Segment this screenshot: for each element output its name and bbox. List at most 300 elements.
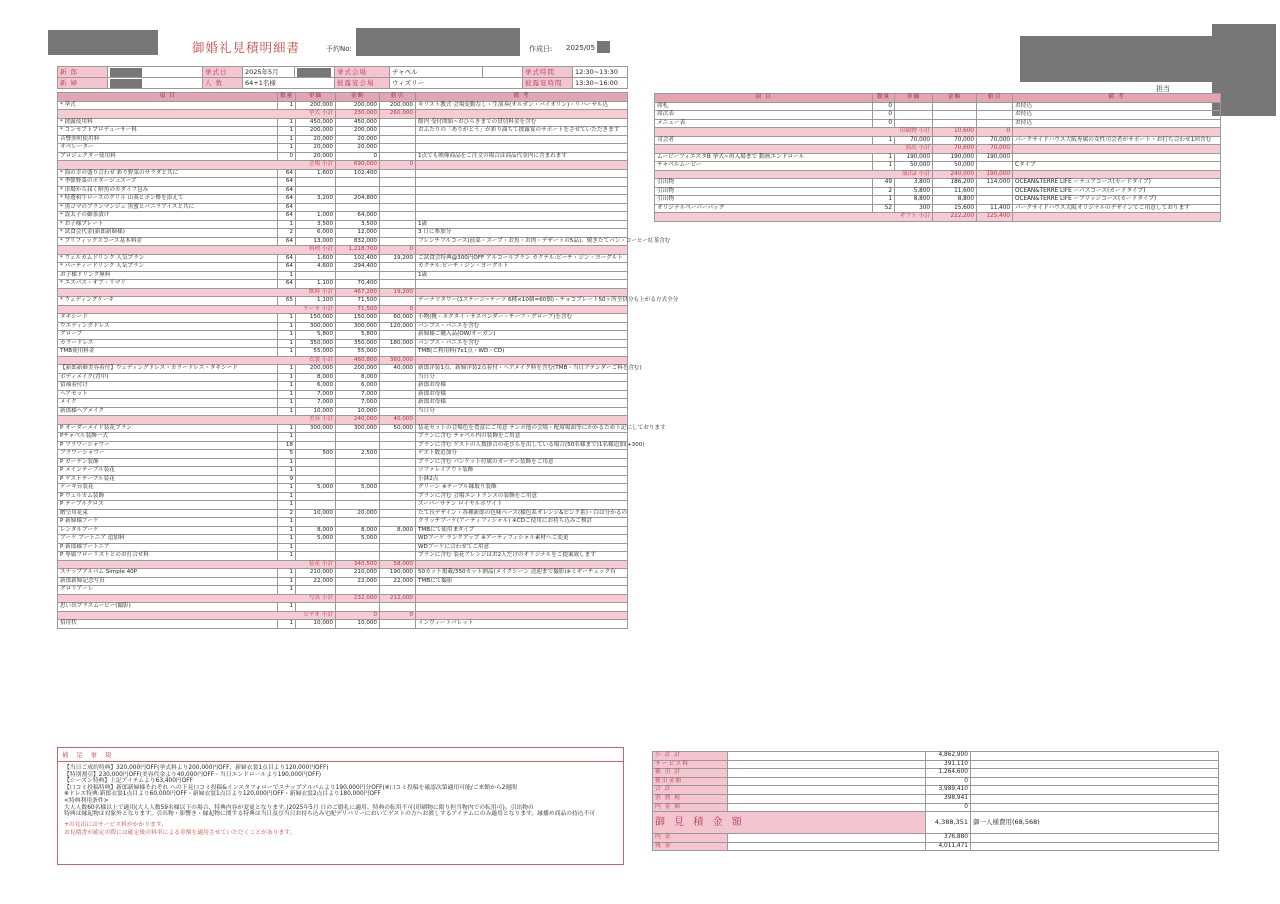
cell-note: ソファレイアウト装飾 bbox=[416, 467, 628, 476]
line-item-row bbox=[58, 458, 628, 467]
document-title: 御婚礼見積明細書 bbox=[192, 40, 301, 55]
note-line: 【口コミ投稿特典】新郎新婦様それぞれ への下見口コミ投稿&インスタフォローでスナップアルバムより190,000円分OFF(※口コミ投稿を確認次第適用可能/ご来館から2週間 bbox=[64, 784, 517, 791]
cell-item: フラワーシャワー bbox=[58, 450, 278, 459]
cell-price: 5,000 bbox=[296, 535, 336, 544]
cell-discount bbox=[380, 118, 416, 127]
cell-qty: 1 bbox=[278, 135, 296, 144]
cell-note: OCEAN&TERRE LIFE ーパスコース(カードタイプ) bbox=[1013, 187, 1221, 196]
header-note: 備 考 bbox=[416, 93, 628, 102]
cell-discount: 8,000 bbox=[380, 526, 416, 535]
cell-discount: 19,200 bbox=[380, 254, 416, 263]
cell-price: 6,000 bbox=[296, 229, 336, 238]
notes-section bbox=[57, 747, 624, 865]
cell-qty: 64 bbox=[278, 212, 296, 221]
cell-qty: 0 bbox=[873, 111, 895, 120]
cell-item: 思い出プラスムービー(撮影) bbox=[58, 603, 278, 612]
cell-note: WDブーケ ランクアップ ※アーティフィシャル素材へご変更 bbox=[416, 535, 628, 544]
cell-qty: 1 bbox=[278, 339, 296, 348]
subtotal-label: 衣裳 小計 bbox=[58, 356, 336, 365]
line-item-row bbox=[58, 382, 628, 391]
line-item-row bbox=[58, 390, 628, 399]
cell-price bbox=[296, 518, 336, 527]
ceremony-time: 12:30~13:30 bbox=[573, 67, 628, 78]
cell-price: 7,000 bbox=[296, 390, 336, 399]
cell-amount: 0 bbox=[336, 152, 380, 161]
total-label: サービス料 bbox=[653, 760, 728, 769]
cell-qty: 64 bbox=[278, 254, 296, 263]
cell-qty: 1 bbox=[278, 314, 296, 323]
cell-price bbox=[895, 111, 933, 120]
cell-discount bbox=[380, 433, 416, 442]
cell-item: チャペルムービー bbox=[655, 162, 873, 171]
cell-item: * 披露使用料 bbox=[58, 118, 278, 127]
cell-amount bbox=[336, 475, 380, 484]
line-item-row bbox=[58, 212, 628, 221]
note-line: 【特別割引】230,000円OFF(美容代金より40,000円OFF・当日エンドロールより190,000円OFF) bbox=[64, 771, 322, 778]
total-label: 小 計 計 bbox=[653, 752, 728, 761]
cell-item: グローブ bbox=[58, 331, 278, 340]
cell-qty: 1 bbox=[278, 144, 296, 153]
cell-qty: 1 bbox=[278, 348, 296, 357]
subtotal-row bbox=[655, 170, 1221, 179]
cell-item: * プリフィックスコース基本料金 bbox=[58, 237, 278, 246]
header-price: 単価 bbox=[296, 93, 336, 102]
cell-note: プランに含む 会場エントランスの装飾をご用意 bbox=[416, 492, 628, 501]
cell-note: 新婦様ご購入品(OW/オーガン) bbox=[416, 331, 628, 340]
cell-note bbox=[416, 586, 628, 595]
cell-amount bbox=[933, 119, 977, 128]
cell-item: ブーケ ブートニア 追加料 bbox=[58, 535, 278, 544]
cell-note: ご試食会特典@300円OFF アルコールプラン カクテル:ピーチ・ジン・ヨーグルト bbox=[416, 254, 628, 263]
cell-price: 10,000 bbox=[296, 620, 336, 629]
cell-qty: 1 bbox=[278, 365, 296, 374]
spacer bbox=[971, 842, 1219, 851]
cell-amount bbox=[336, 603, 380, 612]
cell-amount: 70,400 bbox=[336, 280, 380, 289]
cell-price: 8,800 bbox=[895, 196, 933, 205]
line-item-row bbox=[58, 195, 628, 204]
cell-qty: 1 bbox=[278, 569, 296, 578]
cell-price: 200,000 bbox=[296, 365, 336, 374]
cell-discount bbox=[380, 195, 416, 204]
cell-amount: 450,000 bbox=[336, 118, 380, 127]
cell-item: TMB使用料金 bbox=[58, 348, 278, 357]
cell-amount: 8,000 bbox=[336, 526, 380, 535]
cell-price: 190,000 bbox=[895, 153, 933, 162]
line-item-row bbox=[58, 152, 628, 161]
total-label: 消 費 税 bbox=[653, 794, 728, 803]
spacer bbox=[971, 777, 1219, 786]
line-item-row bbox=[58, 127, 628, 136]
grand-total-label: 御 見 積 金 額 bbox=[653, 812, 926, 834]
line-item-row bbox=[58, 475, 628, 484]
cell-qty: 65 bbox=[278, 297, 296, 306]
line-item-row bbox=[58, 229, 628, 238]
spacer bbox=[971, 834, 1219, 843]
cell-discount bbox=[380, 263, 416, 272]
cell-amount: 6,000 bbox=[336, 382, 380, 391]
groom-name bbox=[108, 67, 203, 78]
line-item-row bbox=[58, 526, 628, 535]
line-item-row bbox=[655, 102, 1221, 111]
balance-label: 残 金 bbox=[653, 842, 728, 851]
cell-amount: 10,000 bbox=[336, 407, 380, 416]
subtotal-amount: 240,000 bbox=[933, 170, 977, 179]
cell-amount: 20,000 bbox=[336, 135, 380, 144]
cell-qty: 1 bbox=[278, 543, 296, 552]
cell-item: タキシード bbox=[58, 314, 278, 323]
subtotal-discount: 212,000 bbox=[380, 594, 416, 603]
cell-price: 5,800 bbox=[296, 331, 336, 340]
line-item-row bbox=[58, 441, 628, 450]
cell-amount: 102,400 bbox=[336, 169, 380, 178]
cell-discount bbox=[380, 484, 416, 493]
line-item-row bbox=[58, 509, 628, 518]
line-item-row bbox=[655, 153, 1221, 162]
subtotal-note bbox=[1013, 128, 1221, 137]
cell-price: 8,000 bbox=[296, 373, 336, 382]
balance-value: 4,011,471 bbox=[926, 842, 971, 851]
line-item-row bbox=[58, 424, 628, 433]
cell-price: 10,000 bbox=[296, 509, 336, 518]
cell-item: * エスパス・オブ・リマリ bbox=[58, 280, 278, 289]
cell-item: P ゲストテーブル装花 bbox=[58, 475, 278, 484]
cell-discount bbox=[380, 348, 416, 357]
cell-amount: 20,000 bbox=[336, 144, 380, 153]
cell-price bbox=[296, 178, 336, 187]
spacer bbox=[728, 842, 926, 851]
cell-discount: 120,000 bbox=[380, 322, 416, 331]
cell-discount: 22,000 bbox=[380, 577, 416, 586]
cell-item: プロジェクター使用料 bbox=[58, 152, 278, 161]
line-item-row bbox=[58, 484, 628, 493]
grand-total-value: 4,388,351 bbox=[926, 812, 971, 834]
cell-discount bbox=[380, 458, 416, 467]
cell-note: プランに含む パンケット付属のガーデン装飾をご用意 bbox=[416, 458, 628, 467]
header-discount: 値引 bbox=[380, 93, 416, 102]
total-value: 391,110 bbox=[926, 760, 971, 769]
cell-note: TMBにて撮影 bbox=[416, 577, 628, 586]
spacer bbox=[728, 834, 926, 843]
cell-price: 300 bbox=[895, 204, 933, 213]
cell-item: P 新郎様ブートニア bbox=[58, 543, 278, 552]
bride-name bbox=[108, 78, 203, 89]
cell-amount: 50,000 bbox=[933, 162, 977, 171]
cell-qty: 2 bbox=[873, 187, 895, 196]
cell-price bbox=[296, 441, 336, 450]
cell-qty: 1 bbox=[278, 101, 296, 110]
cell-note: 小鉢2点 bbox=[416, 475, 628, 484]
cell-item: * 黒ゴマのブランマンジェ 黒蜜とバニラアイスと共に bbox=[58, 203, 278, 212]
cell-discount bbox=[380, 178, 416, 187]
cell-price: 200,000 bbox=[296, 127, 336, 136]
cell-note bbox=[416, 135, 628, 144]
created-date-value: 2025/05 bbox=[566, 44, 596, 52]
cell-qty: 1 bbox=[278, 331, 296, 340]
line-item-row bbox=[655, 196, 1221, 205]
subtotal-amount: 70,600 bbox=[933, 145, 977, 154]
subtotal-discount: 0 bbox=[977, 128, 1013, 137]
cell-item: P 新婦様ブーケ bbox=[58, 518, 278, 527]
note-line: ※ドレス特典:新郎衣裳1点目より60,000円OFF・新婦衣裳1点目より120,000円OFF・新婦衣裳2点目より180,000円OFF bbox=[64, 791, 381, 798]
total-label: 合 計 bbox=[653, 786, 728, 795]
header-amount: 金額 bbox=[933, 94, 977, 103]
cell-note: TMB(ご利用料(7x1点・WD・CD) bbox=[416, 348, 628, 357]
cell-amount: 15,600 bbox=[933, 204, 977, 213]
subtotal-row bbox=[58, 560, 628, 569]
cell-amount: 210,000 bbox=[336, 569, 380, 578]
cell-item: オリジナルペーパーバッグ bbox=[655, 204, 873, 213]
cell-item: * ウェルカムドリンク 人気プラン bbox=[58, 254, 278, 263]
header-discount: 値引 bbox=[977, 94, 1013, 103]
cell-qty: 64 bbox=[278, 195, 296, 204]
cell-discount bbox=[380, 271, 416, 280]
created-date-label: 作成日: bbox=[529, 45, 553, 53]
line-item-row bbox=[655, 111, 1221, 120]
subtotal-note bbox=[1013, 145, 1221, 154]
cell-note bbox=[416, 603, 628, 612]
cell-item: 席次表 bbox=[655, 111, 873, 120]
cell-note: 新郎お母様 bbox=[416, 399, 628, 408]
cell-item: 引出物 bbox=[655, 179, 873, 188]
cell-amount bbox=[336, 518, 380, 527]
line-item-row bbox=[58, 135, 628, 144]
cell-note: お持込 bbox=[1013, 119, 1221, 128]
subtotal-row bbox=[58, 305, 628, 314]
cell-qty: 1 bbox=[278, 433, 296, 442]
cell-note: プランに含む ゲストの人数掛合の花びらを出している場合(50名様まで)1名様追加(+300) bbox=[416, 441, 628, 450]
per-person-cost: 御一人様費用(68,568) bbox=[971, 812, 1219, 834]
subtotal-discount: 0 bbox=[380, 246, 416, 255]
cell-item: 新郎新婦記念写真 bbox=[58, 577, 278, 586]
cell-amount: 2,500 bbox=[336, 450, 380, 459]
cell-item: 新郎様ヘアメイク bbox=[58, 407, 278, 416]
cell-discount bbox=[380, 535, 416, 544]
line-item-row bbox=[58, 178, 628, 187]
subtotal-note bbox=[1013, 170, 1221, 179]
cell-qty: 1 bbox=[278, 603, 296, 612]
cell-price: 210,000 bbox=[296, 569, 336, 578]
cell-amount bbox=[336, 203, 380, 212]
cell-discount bbox=[380, 620, 416, 629]
cell-amount bbox=[336, 186, 380, 195]
cell-amount bbox=[336, 458, 380, 467]
cell-item: 留袖着付け bbox=[58, 382, 278, 391]
cell-qty: 64 bbox=[278, 186, 296, 195]
cell-discount bbox=[977, 162, 1013, 171]
cell-discount bbox=[380, 441, 416, 450]
cell-price: 5,800 bbox=[895, 187, 933, 196]
cell-price: 300,000 bbox=[296, 424, 336, 433]
subtotal-amount: 340,500 bbox=[336, 560, 380, 569]
subtotal-label: 演出2 小計 bbox=[655, 170, 933, 179]
cell-amount bbox=[336, 433, 380, 442]
cell-item: P フラワーシャワー bbox=[58, 441, 278, 450]
cell-qty: 1 bbox=[278, 552, 296, 561]
cell-note: プランに含む 装花アレンジはお2人だけのオリジナルをご提案致します bbox=[416, 552, 628, 561]
line-item-row bbox=[58, 518, 628, 527]
line-item-row bbox=[58, 492, 628, 501]
cell-discount bbox=[380, 467, 416, 476]
cell-qty: 1 bbox=[278, 467, 296, 476]
subtotal-note bbox=[416, 560, 628, 569]
subtotal-discount: 260,000 bbox=[380, 110, 416, 119]
cell-discount bbox=[380, 212, 416, 221]
cell-qty: 1 bbox=[278, 577, 296, 586]
cell-price: 3,200 bbox=[296, 195, 336, 204]
cell-amount: 300,000 bbox=[336, 322, 380, 331]
cell-discount: 11,400 bbox=[977, 204, 1013, 213]
subtotal-amount: 222,200 bbox=[933, 213, 977, 222]
subtotal-amount: 1,218,700 bbox=[336, 246, 380, 255]
cell-discount bbox=[380, 399, 416, 408]
cell-note: 新郎お母様 bbox=[416, 382, 628, 391]
cell-price: 1,000 bbox=[296, 212, 336, 221]
subtotal-note bbox=[416, 110, 628, 119]
total-value: 4,862,900 bbox=[926, 752, 971, 761]
cell-note: WDブーケに合わせてご用意 bbox=[416, 543, 628, 552]
line-item-row bbox=[58, 271, 628, 280]
subtotal-label: ビデオ 小計 bbox=[58, 611, 336, 620]
cell-qty: 1 bbox=[278, 382, 296, 391]
spacer bbox=[728, 794, 926, 803]
subtotal-amount: 240,000 bbox=[336, 416, 380, 425]
cell-item: 引出物 bbox=[655, 187, 873, 196]
cell-price: 5,000 bbox=[296, 484, 336, 493]
cell-note: 新郎お母様 bbox=[416, 390, 628, 399]
cell-discount bbox=[380, 297, 416, 306]
cell-note: フレンチフルコース(前菜・スープ・お魚・お肉・デザートの5品)、焼きたてパン・コーヒー紅茶含む bbox=[416, 237, 628, 246]
blank-cell bbox=[483, 67, 523, 78]
line-item-row bbox=[58, 501, 628, 510]
cell-amount: 7,000 bbox=[336, 399, 380, 408]
line-item-row bbox=[58, 263, 628, 272]
cell-discount bbox=[977, 111, 1013, 120]
header-item: 項 目 bbox=[655, 94, 873, 103]
subtotal-label: 装花 小計 bbox=[58, 560, 336, 569]
notes-heading: 補 足 事 項 bbox=[58, 750, 623, 762]
cell-note: たて長デザイン・各種新郎の色味ベース(様色系オレンジ&ピンク系)・白は分かるの bbox=[416, 509, 628, 518]
reservation-number-label: 予約No: bbox=[326, 45, 352, 53]
cell-qty: 1 bbox=[278, 458, 296, 467]
deposit-label: 内 金 bbox=[653, 834, 728, 843]
cell-amount bbox=[336, 552, 380, 561]
subtotal-row bbox=[58, 288, 628, 297]
cell-price bbox=[296, 433, 336, 442]
cell-discount bbox=[977, 119, 1013, 128]
cell-amount: 71,500 bbox=[336, 297, 380, 306]
cell-price: 500 bbox=[296, 450, 336, 459]
cell-amount: 7,000 bbox=[336, 390, 380, 399]
cell-price: 1,600 bbox=[296, 254, 336, 263]
cell-note bbox=[416, 203, 628, 212]
cell-price bbox=[296, 552, 336, 561]
bride-label: 新 婦 bbox=[58, 78, 108, 89]
cell-item: ヘアセット bbox=[58, 390, 278, 399]
spacer bbox=[971, 786, 1219, 795]
line-item-row bbox=[58, 586, 628, 595]
redacted-block bbox=[48, 30, 158, 55]
cell-amount: 8,800 bbox=[933, 196, 977, 205]
line-item-row bbox=[58, 535, 628, 544]
cell-discount bbox=[380, 373, 416, 382]
cell-amount bbox=[336, 271, 380, 280]
subtotal-discount: 0 bbox=[380, 611, 416, 620]
cell-discount: 190,000 bbox=[977, 153, 1013, 162]
guest-count-label: 人 数 bbox=[203, 78, 243, 89]
cell-note: 装花セットの会場色を豊富にご用意 テンポ他の会場・配席場面等にかかるため下記にしております bbox=[416, 424, 628, 433]
cell-qty: 1 bbox=[278, 399, 296, 408]
subtotal-amount: 232,000 bbox=[336, 594, 380, 603]
line-item-row bbox=[655, 162, 1221, 171]
cell-item: P ウェルカム装飾 bbox=[58, 492, 278, 501]
cell-amount: 11,600 bbox=[933, 187, 977, 196]
cell-discount: 60,000 bbox=[380, 314, 416, 323]
cell-item: スナップアルバム Simple 40P bbox=[58, 569, 278, 578]
header-row bbox=[655, 94, 1221, 103]
cell-qty: 64 bbox=[278, 169, 296, 178]
subtotal-discount: 58,000 bbox=[380, 560, 416, 569]
cell-discount bbox=[380, 186, 416, 195]
cell-amount: 186,200 bbox=[933, 179, 977, 188]
reception-venue: ウィズリー bbox=[390, 78, 523, 89]
cell-amount: 190,000 bbox=[933, 153, 977, 162]
cell-price bbox=[296, 467, 336, 476]
subtotal-label: 飲料 小計 bbox=[58, 288, 336, 297]
total-value: 0 bbox=[926, 803, 971, 812]
ceremony-date-redacted bbox=[295, 67, 335, 78]
subtotal-note bbox=[416, 416, 628, 425]
cell-qty: 1 bbox=[278, 492, 296, 501]
line-item-row bbox=[58, 467, 628, 476]
cell-qty: 1 bbox=[873, 162, 895, 171]
ceremony-date: 2025年5月 bbox=[243, 67, 295, 78]
cell-price: 13,000 bbox=[296, 237, 336, 246]
line-item-row bbox=[58, 569, 628, 578]
cell-amount bbox=[336, 586, 380, 595]
line-item-row bbox=[58, 254, 628, 263]
cell-qty: 1 bbox=[278, 501, 296, 510]
cell-discount bbox=[380, 169, 416, 178]
cell-amount: 55,000 bbox=[336, 348, 380, 357]
cell-item: 贈呈用花束 bbox=[58, 509, 278, 518]
cell-discount bbox=[380, 203, 416, 212]
cell-amount bbox=[336, 441, 380, 450]
line-item-row bbox=[58, 101, 628, 110]
cell-note: デーナツタワー(1ステージ~テーツ 6種×10個=60個)・チョコプレート50ヶ所全員分も上がる方式全分 bbox=[416, 297, 628, 306]
cell-note: ゲスト数追加分 bbox=[416, 450, 628, 459]
cell-amount: 200,000 bbox=[336, 127, 380, 136]
cell-price: 150,000 bbox=[296, 314, 336, 323]
cell-item: P ガーデン装飾 bbox=[58, 458, 278, 467]
cell-qty: 9 bbox=[278, 475, 296, 484]
line-item-row bbox=[58, 348, 628, 357]
line-item-row bbox=[58, 543, 628, 552]
spacer bbox=[728, 803, 926, 812]
cell-item: * ウェディングケーキ bbox=[58, 297, 278, 306]
subtotal-amount: 460,800 bbox=[336, 356, 380, 365]
line-item-row bbox=[655, 179, 1221, 188]
cell-discount bbox=[380, 501, 416, 510]
cell-qty: 1 bbox=[278, 271, 296, 280]
cell-discount bbox=[380, 603, 416, 612]
cell-discount bbox=[380, 220, 416, 229]
header-qty: 数量 bbox=[873, 94, 895, 103]
cell-discount bbox=[380, 390, 416, 399]
subtotal-note bbox=[416, 611, 628, 620]
groom-label: 新 郎 bbox=[58, 67, 108, 78]
cell-qty: 1 bbox=[278, 322, 296, 331]
